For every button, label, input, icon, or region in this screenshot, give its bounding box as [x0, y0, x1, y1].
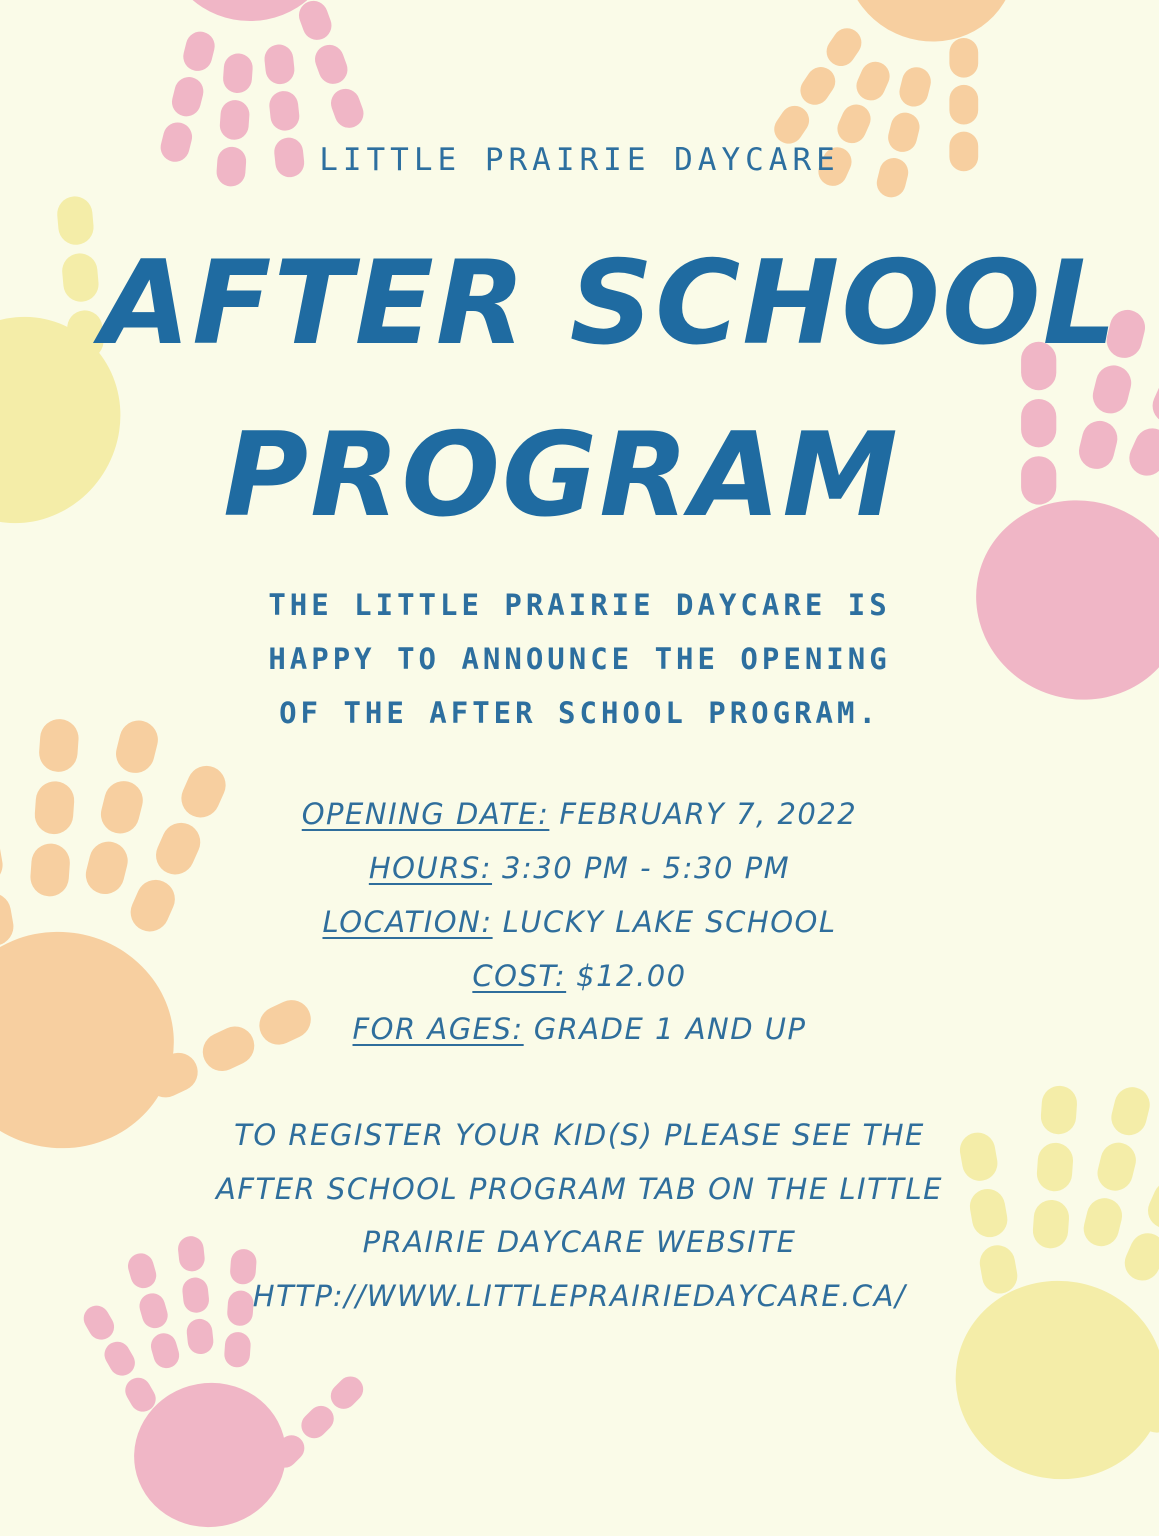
- organization-name: LITTLE PRAIRIE DAYCARE: [319, 142, 840, 178]
- detail-cost: [0, 959, 1159, 993]
- detail-value: LUCKY LAKE SCHOOL: [502, 905, 837, 939]
- website-link[interactable]: HTTP://WWW.LITTLEPRAIRIEDAYCARE.CA/: [252, 1279, 907, 1313]
- detail-value: $12.00: [576, 959, 687, 993]
- detail-hours: [0, 851, 1159, 885]
- register-line: PRAIRIE DAYCARE WEBSITE: [362, 1225, 797, 1259]
- detail-label: LOCATION:: [322, 905, 493, 939]
- detail-value: FEBRUARY 7, 2022: [559, 797, 858, 831]
- detail-label: HOURS:: [368, 851, 493, 885]
- title-line-1: AFTER SCHOOL: [100, 236, 1119, 371]
- title-line-2: PROGRAM: [223, 408, 900, 543]
- register-line: TO REGISTER YOUR KID(S) PLEASE SEE THE: [234, 1118, 925, 1152]
- detail-location: [0, 905, 1159, 939]
- detail-label: FOR AGES:: [352, 1012, 524, 1046]
- detail-opening-date: [0, 797, 1159, 831]
- intro-line: THE LITTLE PRAIRIE DAYCARE IS: [268, 588, 891, 622]
- detail-value: 3:30 PM - 5:30 PM: [502, 851, 791, 885]
- intro-line: HAPPY TO ANNOUNCE THE OPENING: [268, 642, 891, 676]
- detail-label: COST:: [472, 959, 567, 993]
- handprint-icon: [668, 0, 1068, 233]
- detail-ages: [0, 1012, 1159, 1046]
- detail-label: OPENING DATE:: [301, 797, 550, 831]
- detail-value: GRADE 1 AND UP: [533, 1012, 807, 1046]
- register-line: AFTER SCHOOL PROGRAM TAB ON THE LITTLE: [215, 1172, 943, 1206]
- intro-line: OF THE AFTER SCHOOL PROGRAM.: [279, 696, 880, 730]
